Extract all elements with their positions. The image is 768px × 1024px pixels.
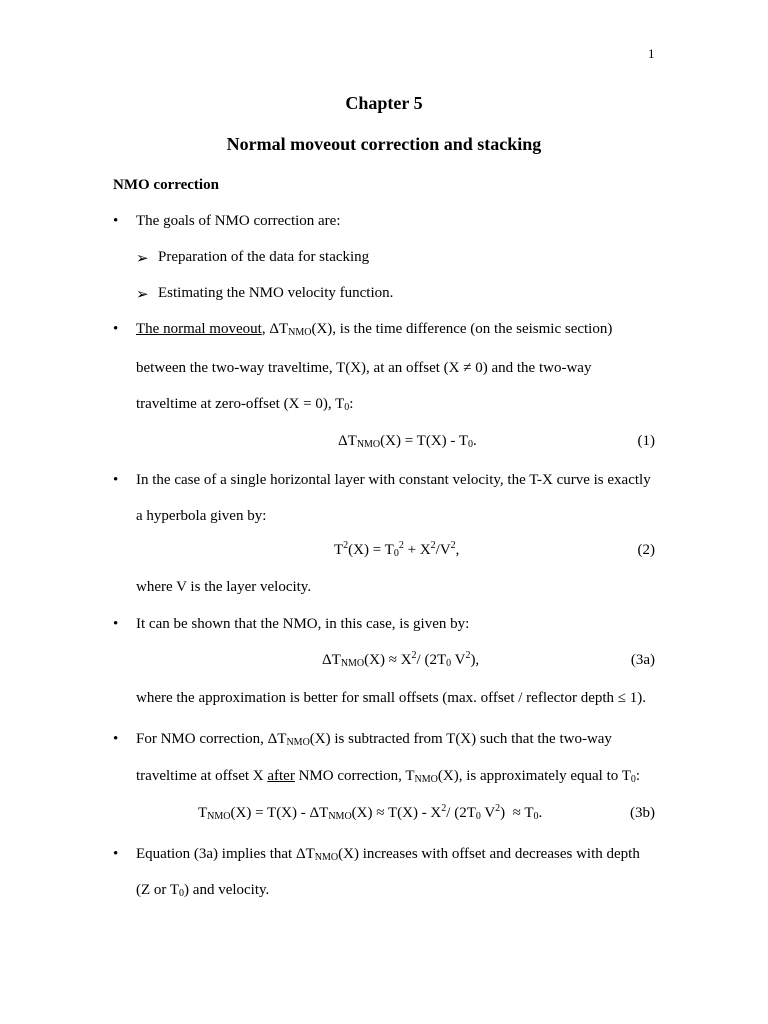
equation-2: $T^2(X) = T_0^2 + X^2/V^2$, — [334, 540, 460, 559]
equation-number-3b: (3b) — [630, 805, 655, 821]
moveout-line-2: between the two-way traveltime, T(X), at an offset (X ≠ 0) and the two-way — [136, 360, 592, 376]
implication-line-1: Equation (3a) implies that $\Delta T_{NMO}(X)$ increases with offset and decreases with depth — [136, 846, 640, 863]
moveout-line-1: The normal moveout, $\Delta T_{NMO}(X)$, is the time difference (on the seismic section) — [136, 321, 613, 338]
page-number: 1 — [648, 46, 655, 61]
implication-line-2: (Z or $T_0$) and velocity. — [136, 882, 270, 899]
hyperbola-where: where V is the layer velocity. — [136, 579, 312, 595]
bullet-marker: • — [113, 616, 119, 632]
bullet-marker: • — [113, 846, 119, 862]
correction-line-1: For NMO correction, $\Delta T_{NMO}(X)$ is subtracted from T(X) such that the two-way — [136, 731, 612, 748]
arrow-bullet-icon: ➢ — [136, 251, 149, 267]
equation-number-1: (1) — [637, 433, 655, 449]
equation-3a: $\Delta T_{NMO}(X) \approx X^2/$ ($2T_0$ $V^2$), — [322, 650, 480, 669]
moveout-term: The normal moveout — [136, 321, 262, 337]
goal-item-2: Estimating the NMO velocity function. — [158, 285, 394, 301]
bullet-marker: • — [113, 472, 119, 488]
hyperbola-line-1: In the case of a single horizontal layer with constant velocity, the T-X curve is exactly — [136, 472, 651, 488]
goal-item-1: Preparation of the data for stacking — [158, 249, 370, 265]
moveout-line-3: traveltime at zero-offset (X = 0), $T_0$: — [136, 396, 354, 413]
section-heading: NMO correction — [113, 177, 219, 193]
equation-number-3a: (3a) — [630, 652, 655, 668]
bullet-marker: • — [113, 731, 119, 747]
bullet-marker: • — [113, 321, 119, 337]
arrow-bullet-icon: ➢ — [136, 287, 149, 303]
correction-line-2: traveltime at offset X after NMO correction, $T_{NMO}(X)$, is approximately equal to $T_0$: — [136, 768, 641, 785]
equation-number-2: (2) — [637, 542, 655, 558]
moveout-line-1-rest: (X), is the time difference (on the seismic section) — [311, 321, 613, 337]
equation-1: $\Delta T_{NMO}(X) = T(X) - T_0$. — [338, 433, 477, 450]
hyperbola-line-2: a hyperbola given by: — [136, 508, 267, 524]
goals-intro: The goals of NMO correction are: — [136, 213, 341, 229]
equation-3b: $T_{NMO}(X) = T(X) - \Delta T_{NMO}(X) \approx T(X) - X^2/$ ($2T_0$ $V^2) \approx T_0$. — [198, 803, 543, 822]
nmo-shown-line-1: It can be shown that the NMO, in this case, is given by: — [136, 616, 470, 632]
bullet-marker: • — [113, 213, 119, 229]
page-title: Normal moveout correction and stacking — [226, 134, 542, 154]
chapter-title: Chapter 5 — [345, 93, 423, 113]
nmo-shown-where: where the approximation is better for small offsets (max. offset / reflector depth ≤ 1). — [136, 690, 647, 706]
